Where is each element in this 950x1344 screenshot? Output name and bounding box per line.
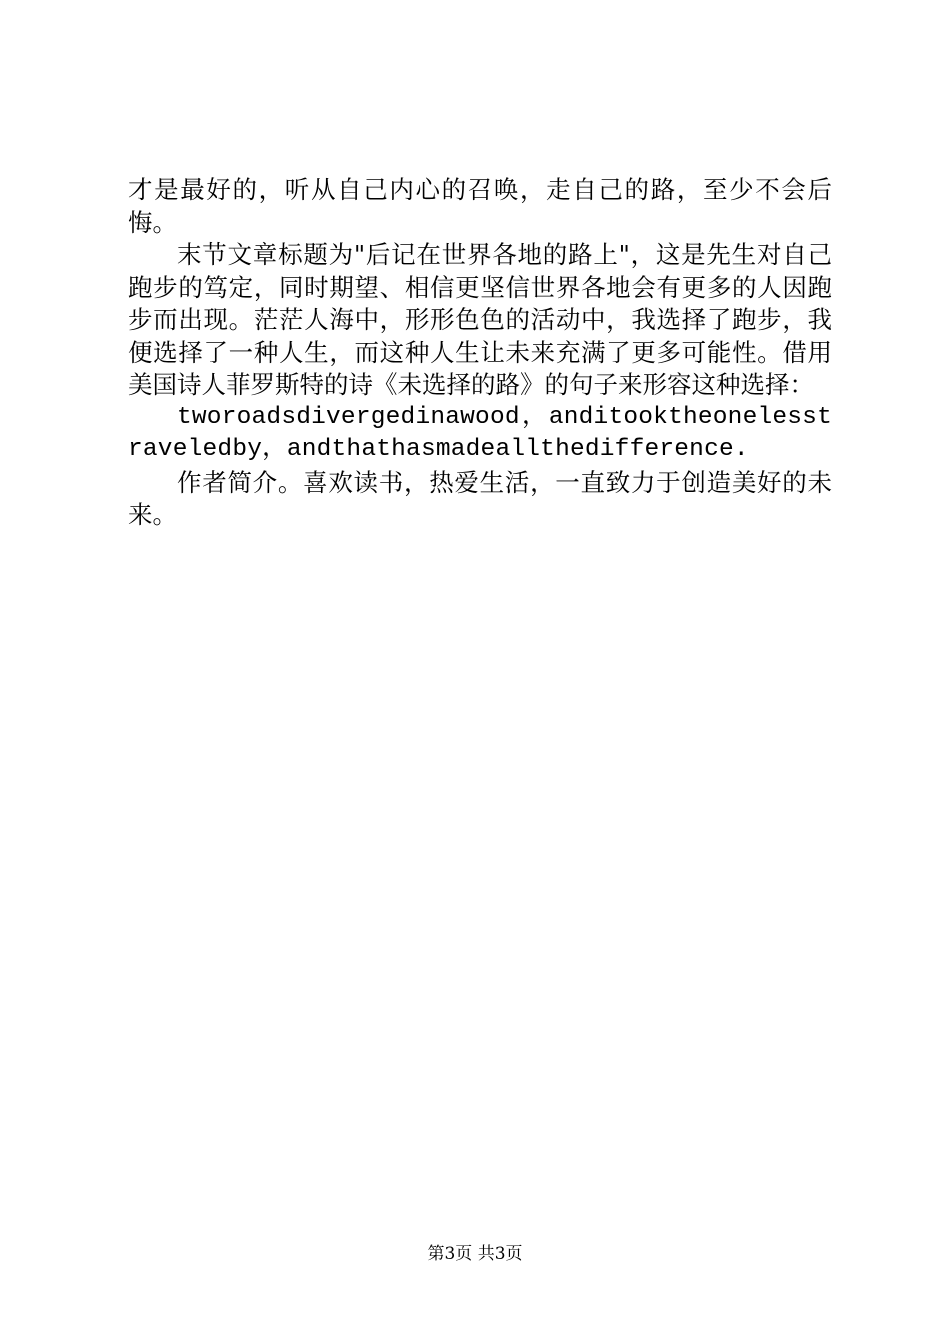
paragraph-poem-quote: tworoadsdivergedinawood，anditooktheonelesstraveledby，andthathasmadeallthedifference. (128, 403, 832, 463)
page-footer: 第3页 共3页 (427, 1244, 523, 1264)
document-body (128, 174, 832, 532)
paragraph-afterword: 末节文章标题为"后记在世界各地的路上"，这是先生对自己跑步的笃定，同时期望、相信更坚信世界各地会有更多的人因跑步而出现。茫茫人海中，形形色色的活动中，我选择了跑步，我便选择了一种人生，而这种人生让未来充满了更多可能性。借用美国诗人菲罗斯特的诗《未选择的路》的句子来形容这种选择： (128, 240, 832, 399)
paragraph-author-bio: 作者简介。喜欢读书，热爱生活，一直致力于创造美好的未来。 (128, 467, 832, 529)
paragraph-continuation: 才是最好的，听从自己内心的召唤，走自己的路，至少不会后悔。 (128, 175, 832, 237)
